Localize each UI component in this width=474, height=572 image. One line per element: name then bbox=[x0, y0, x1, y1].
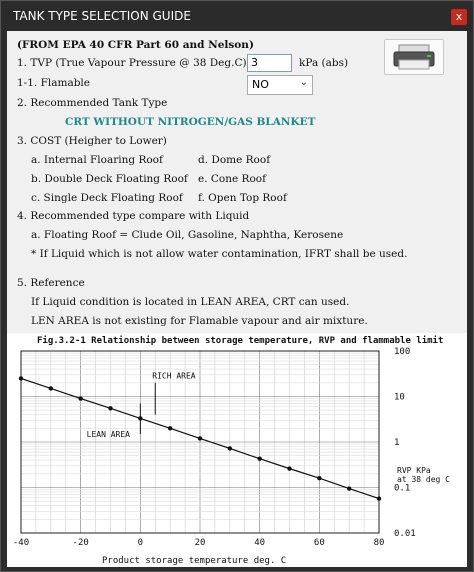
x-tick-label: 40 bbox=[254, 538, 266, 548]
cost-item: b. Double Deck Floating Roof bbox=[31, 173, 188, 185]
flamable-value: NO bbox=[252, 78, 269, 91]
chevron-down-icon: ⌄ bbox=[299, 77, 308, 88]
tvp-label: 1. TVP (True Vapour Pressure @ 38 Deg.C) bbox=[17, 57, 247, 69]
data-point bbox=[168, 426, 172, 430]
y-tick-label: 10 bbox=[394, 392, 405, 403]
data-point bbox=[19, 376, 23, 380]
data-point bbox=[198, 436, 202, 440]
close-button[interactable]: x bbox=[451, 9, 467, 25]
x-tick-label: -20 bbox=[72, 538, 89, 548]
data-point bbox=[108, 406, 112, 410]
data-point bbox=[347, 486, 351, 490]
y-tick-label: 0.01 bbox=[394, 529, 416, 539]
reference-chart bbox=[7, 333, 467, 567]
cost-item: c. Single Deck Floating Roof bbox=[31, 192, 183, 204]
x-tick-label: 20 bbox=[194, 538, 206, 548]
y-axis-label-1: RVP KPa bbox=[397, 466, 431, 475]
cost-label: 3. COST (Heigher to Lower) bbox=[17, 135, 167, 147]
tvp-input[interactable]: 3 bbox=[247, 54, 292, 72]
reference-text-1: If Liquid condition is located in LEAN AREA, CRT can used. bbox=[31, 296, 350, 308]
compare-label: 4. Recommended type compare with Liquid bbox=[17, 210, 250, 222]
cost-item: a. Internal Floaring Roof bbox=[31, 154, 163, 166]
data-point bbox=[228, 446, 232, 450]
x-tick-label: 60 bbox=[313, 538, 325, 548]
cost-item: d. Dome Roof bbox=[198, 154, 271, 166]
data-point bbox=[317, 476, 321, 480]
rvp-temperature-chart bbox=[7, 333, 467, 567]
data-point bbox=[49, 386, 53, 390]
compare-floating-roof: a. Floating Roof = Clude Oil, Gasoline, Naphtha, Kerosene bbox=[31, 229, 344, 241]
annotation-rich-area: RICH AREA bbox=[152, 371, 196, 381]
source-heading: (FROM EPA 40 CFR Part 60 and Nelson) bbox=[17, 39, 254, 51]
compare-note: * If Liquid which is not allow water contamination, IFRT shall be used. bbox=[31, 248, 408, 260]
y-tick-label: 1 bbox=[394, 438, 400, 448]
flamable-label: 1-1. Flamable bbox=[17, 77, 90, 89]
printer-icon bbox=[385, 40, 443, 74]
flamable-select[interactable] bbox=[247, 75, 313, 95]
recommended-value: CRT WITHOUT NITROGEN/GAS BLANKET bbox=[65, 116, 316, 128]
x-tick-label: 0 bbox=[137, 538, 144, 548]
cost-item: f. Open Top Roof bbox=[198, 192, 287, 204]
y-tick-label: 0.1 bbox=[394, 483, 411, 494]
reference-text-2: LEN AREA is not existing for Flamable vapour and air mixture. bbox=[31, 315, 368, 327]
chart-title: Fig.3.2-1 Relationship between storage temperature, RVP and flammable limit bbox=[37, 336, 444, 346]
reference-label: 5. Reference bbox=[17, 277, 85, 289]
print-button[interactable] bbox=[384, 39, 444, 75]
window-title: TANK TYPE SELECTION GUIDE bbox=[13, 9, 191, 23]
title-bar bbox=[1, 1, 473, 31]
x-axis-label: Product storage temperature deg. C bbox=[102, 556, 287, 566]
annotation-lean-area: LEAN AREA bbox=[86, 429, 130, 439]
x-tick-label: 80 bbox=[373, 538, 385, 548]
tvp-unit: kPa (abs) bbox=[299, 57, 349, 69]
data-point bbox=[78, 396, 82, 400]
guide-panel bbox=[7, 31, 467, 567]
data-point bbox=[287, 466, 291, 470]
x-tick-label: -40 bbox=[12, 538, 30, 548]
cost-item: e. Cone Roof bbox=[198, 173, 266, 185]
recommended-label: 2. Recommended Tank Type bbox=[17, 97, 168, 109]
y-axis-label-2: at 38 deg C bbox=[397, 475, 450, 484]
data-point bbox=[377, 496, 381, 500]
data-point bbox=[257, 456, 261, 460]
y-tick-label: 100 bbox=[394, 347, 411, 357]
